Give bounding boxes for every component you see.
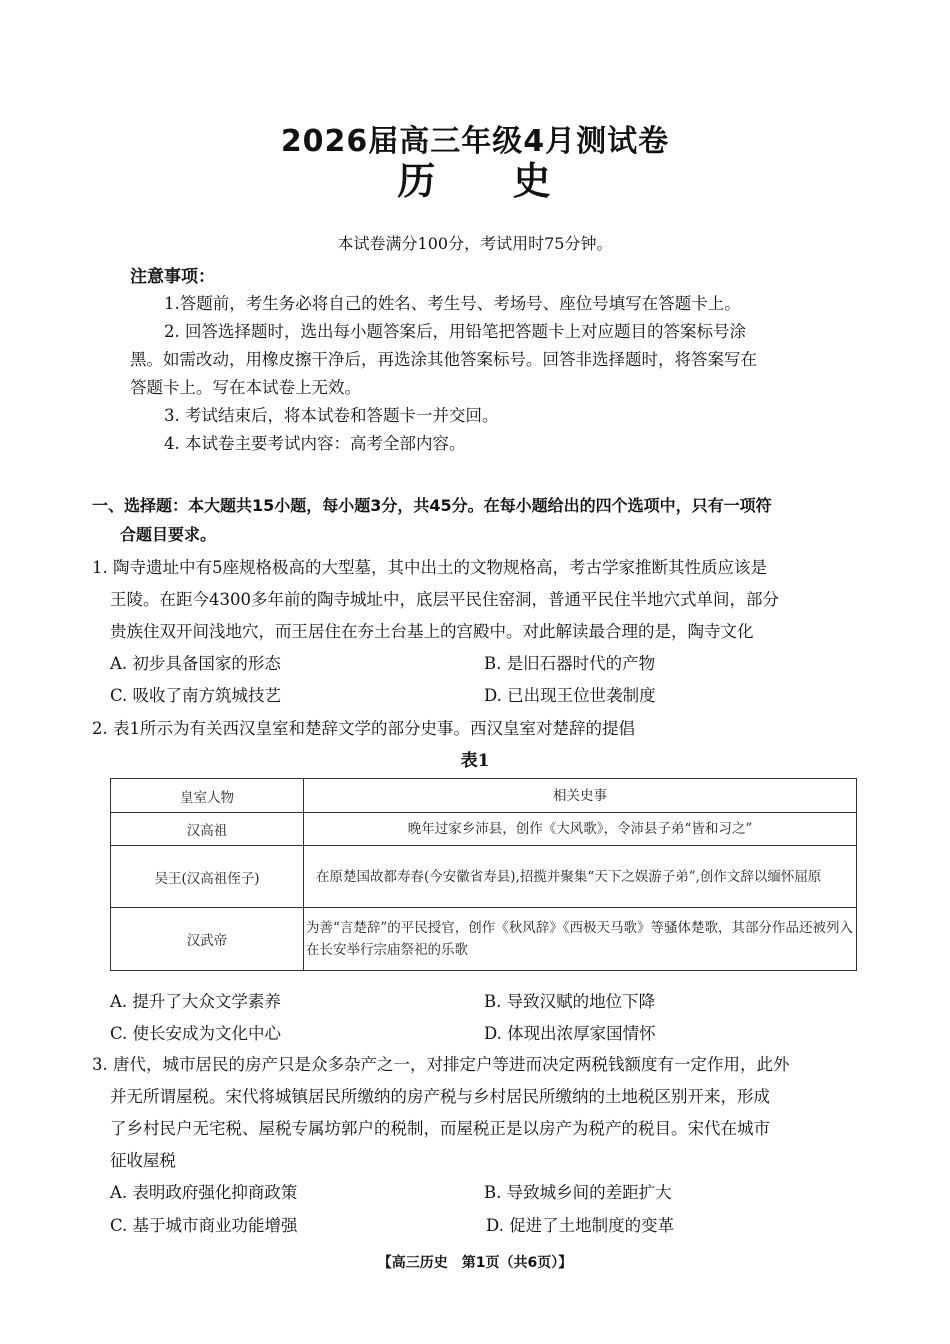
table-header-cell: 皇室人物 <box>111 779 304 813</box>
question-2-stem: 2. 表1所示为有关西汉皇室和楚辞文学的部分史事。西汉皇室对楚辞的提倡 <box>92 719 635 738</box>
q3-option-b[interactable]: B. 导致城乡间的差距扩大 <box>484 1183 672 1202</box>
q1-option-c[interactable]: C. 吸收了南方筑城技艺 <box>110 686 282 705</box>
notice-item: 4. 本试卷主要考试内容：高考全部内容。 <box>164 434 466 453</box>
table-row <box>111 908 857 971</box>
table-cell: 吴王(汉高祖侄子) <box>111 846 304 908</box>
q2-option-a[interactable]: A. 提升了大众文学素养 <box>110 992 281 1011</box>
q1-option-d[interactable]: D. 已出现王位世袭制度 <box>484 686 656 705</box>
table-cell: 汉高祖 <box>111 813 304 846</box>
notice-item: 2. 回答选择题时，选出每小题答案后，用铅笔把答题卡上对应题目的答案标号涂 <box>164 322 746 341</box>
exam-intro: 本试卷满分100分，考试用时75分钟。 <box>337 234 613 253</box>
q2-option-c[interactable]: C. 使长安成为文化中心 <box>110 1024 282 1043</box>
section-heading-cont: 合题目要求。 <box>120 525 217 544</box>
q2-option-b[interactable]: B. 导致汉赋的地位下降 <box>484 992 656 1011</box>
table-cell: 在原楚国故都寿春(今安徽省寿县),招揽并聚集“天下之娱游子弟”,创作文辞以缅怀屈原 <box>304 846 857 908</box>
notice-item: 黑。如需改动，用橡皮擦干净后，再选涂其他答案标号。回答非选择题时，将答案写在 <box>130 350 757 369</box>
question-3-line: 3. 唐代，城市居民的房产只是众多杂产之一，对排定户等进而决定两税钱额度有一定作用，此外 <box>92 1055 790 1074</box>
notice-item: 1.答题前，考生务必将自己的姓名、考生号、考场号、座位号填写在答题卡上。 <box>164 294 741 313</box>
table-header-cell: 相关史事 <box>304 779 857 813</box>
question-3-line: 征收屋税 <box>110 1151 176 1170</box>
notice-item: 答题卡上。写在本试卷上无效。 <box>130 378 361 397</box>
page-footer: 【高三历史 第1页（共6页）】 <box>377 1255 573 1271</box>
q2-option-d[interactable]: D. 体现出浓厚家国情怀 <box>484 1024 656 1043</box>
question-1-line: 1. 陶寺遗址中有5座规格极高的大型墓，其中出土的文物规格高，考古学家推断其性质应该是 <box>92 558 767 577</box>
q3-option-a[interactable]: A. 表明政府强化抑商政策 <box>110 1183 298 1202</box>
notice-item: 3. 考试结束后，将本试卷和答题卡一并交回。 <box>164 406 499 425</box>
table-row <box>111 813 857 846</box>
table-header-row <box>111 779 857 813</box>
question-3-line: 并无所谓屋税。宋代将城镇居民所缴纳的房产税与乡村居民所缴纳的土地税区别开来，形成 <box>110 1087 770 1106</box>
question-3-line: 了乡村民户无宅税、屋税专属坊郭户的税制，而屋税正是以房产为税产的税目。宋代在城市 <box>110 1119 770 1138</box>
question-1-line: 王陵。在距今4300多年前的陶寺城址中，底层平民住窑洞，普通平民住半地穴式单间，部分 <box>110 590 779 609</box>
history-table <box>110 778 857 971</box>
q1-option-b[interactable]: B. 是旧石器时代的产物 <box>484 654 656 673</box>
table-title: 表1 <box>460 751 490 771</box>
table-row <box>111 846 857 908</box>
q3-option-d[interactable]: D. 促进了土地制度的变革 <box>486 1216 675 1235</box>
table-cell: 为善“言楚辞”的平民授官，创作《秋风辞》《西极天马歌》等骚体楚歌，其部分作品还被列入在长安举行宗庙祭祀的乐歌 <box>304 908 857 971</box>
question-1-line: 贵族住双开间浅地穴，而王居住在夯土台基上的宫殿中。对此解读最合理的是，陶寺文化 <box>110 622 754 641</box>
exam-title: 2026届高三年级4月测试卷 <box>280 124 670 159</box>
section-heading: 一、选择题：本大题共15小题，每小题3分，共45分。在每小题给出的四个选项中，只有一项符 <box>92 496 772 515</box>
notice-heading: 注意事项： <box>130 267 215 287</box>
q1-option-a[interactable]: A. 初步具备国家的形态 <box>110 654 281 673</box>
q3-option-c[interactable]: C. 基于城市商业功能增强 <box>110 1216 298 1235</box>
table-cell: 汉武帝 <box>111 908 304 971</box>
subject-title: 历 史 <box>397 159 553 203</box>
table-cell: 晚年过家乡沛县，创作《大风歌》，令沛县子弟“皆和习之” <box>304 813 857 846</box>
